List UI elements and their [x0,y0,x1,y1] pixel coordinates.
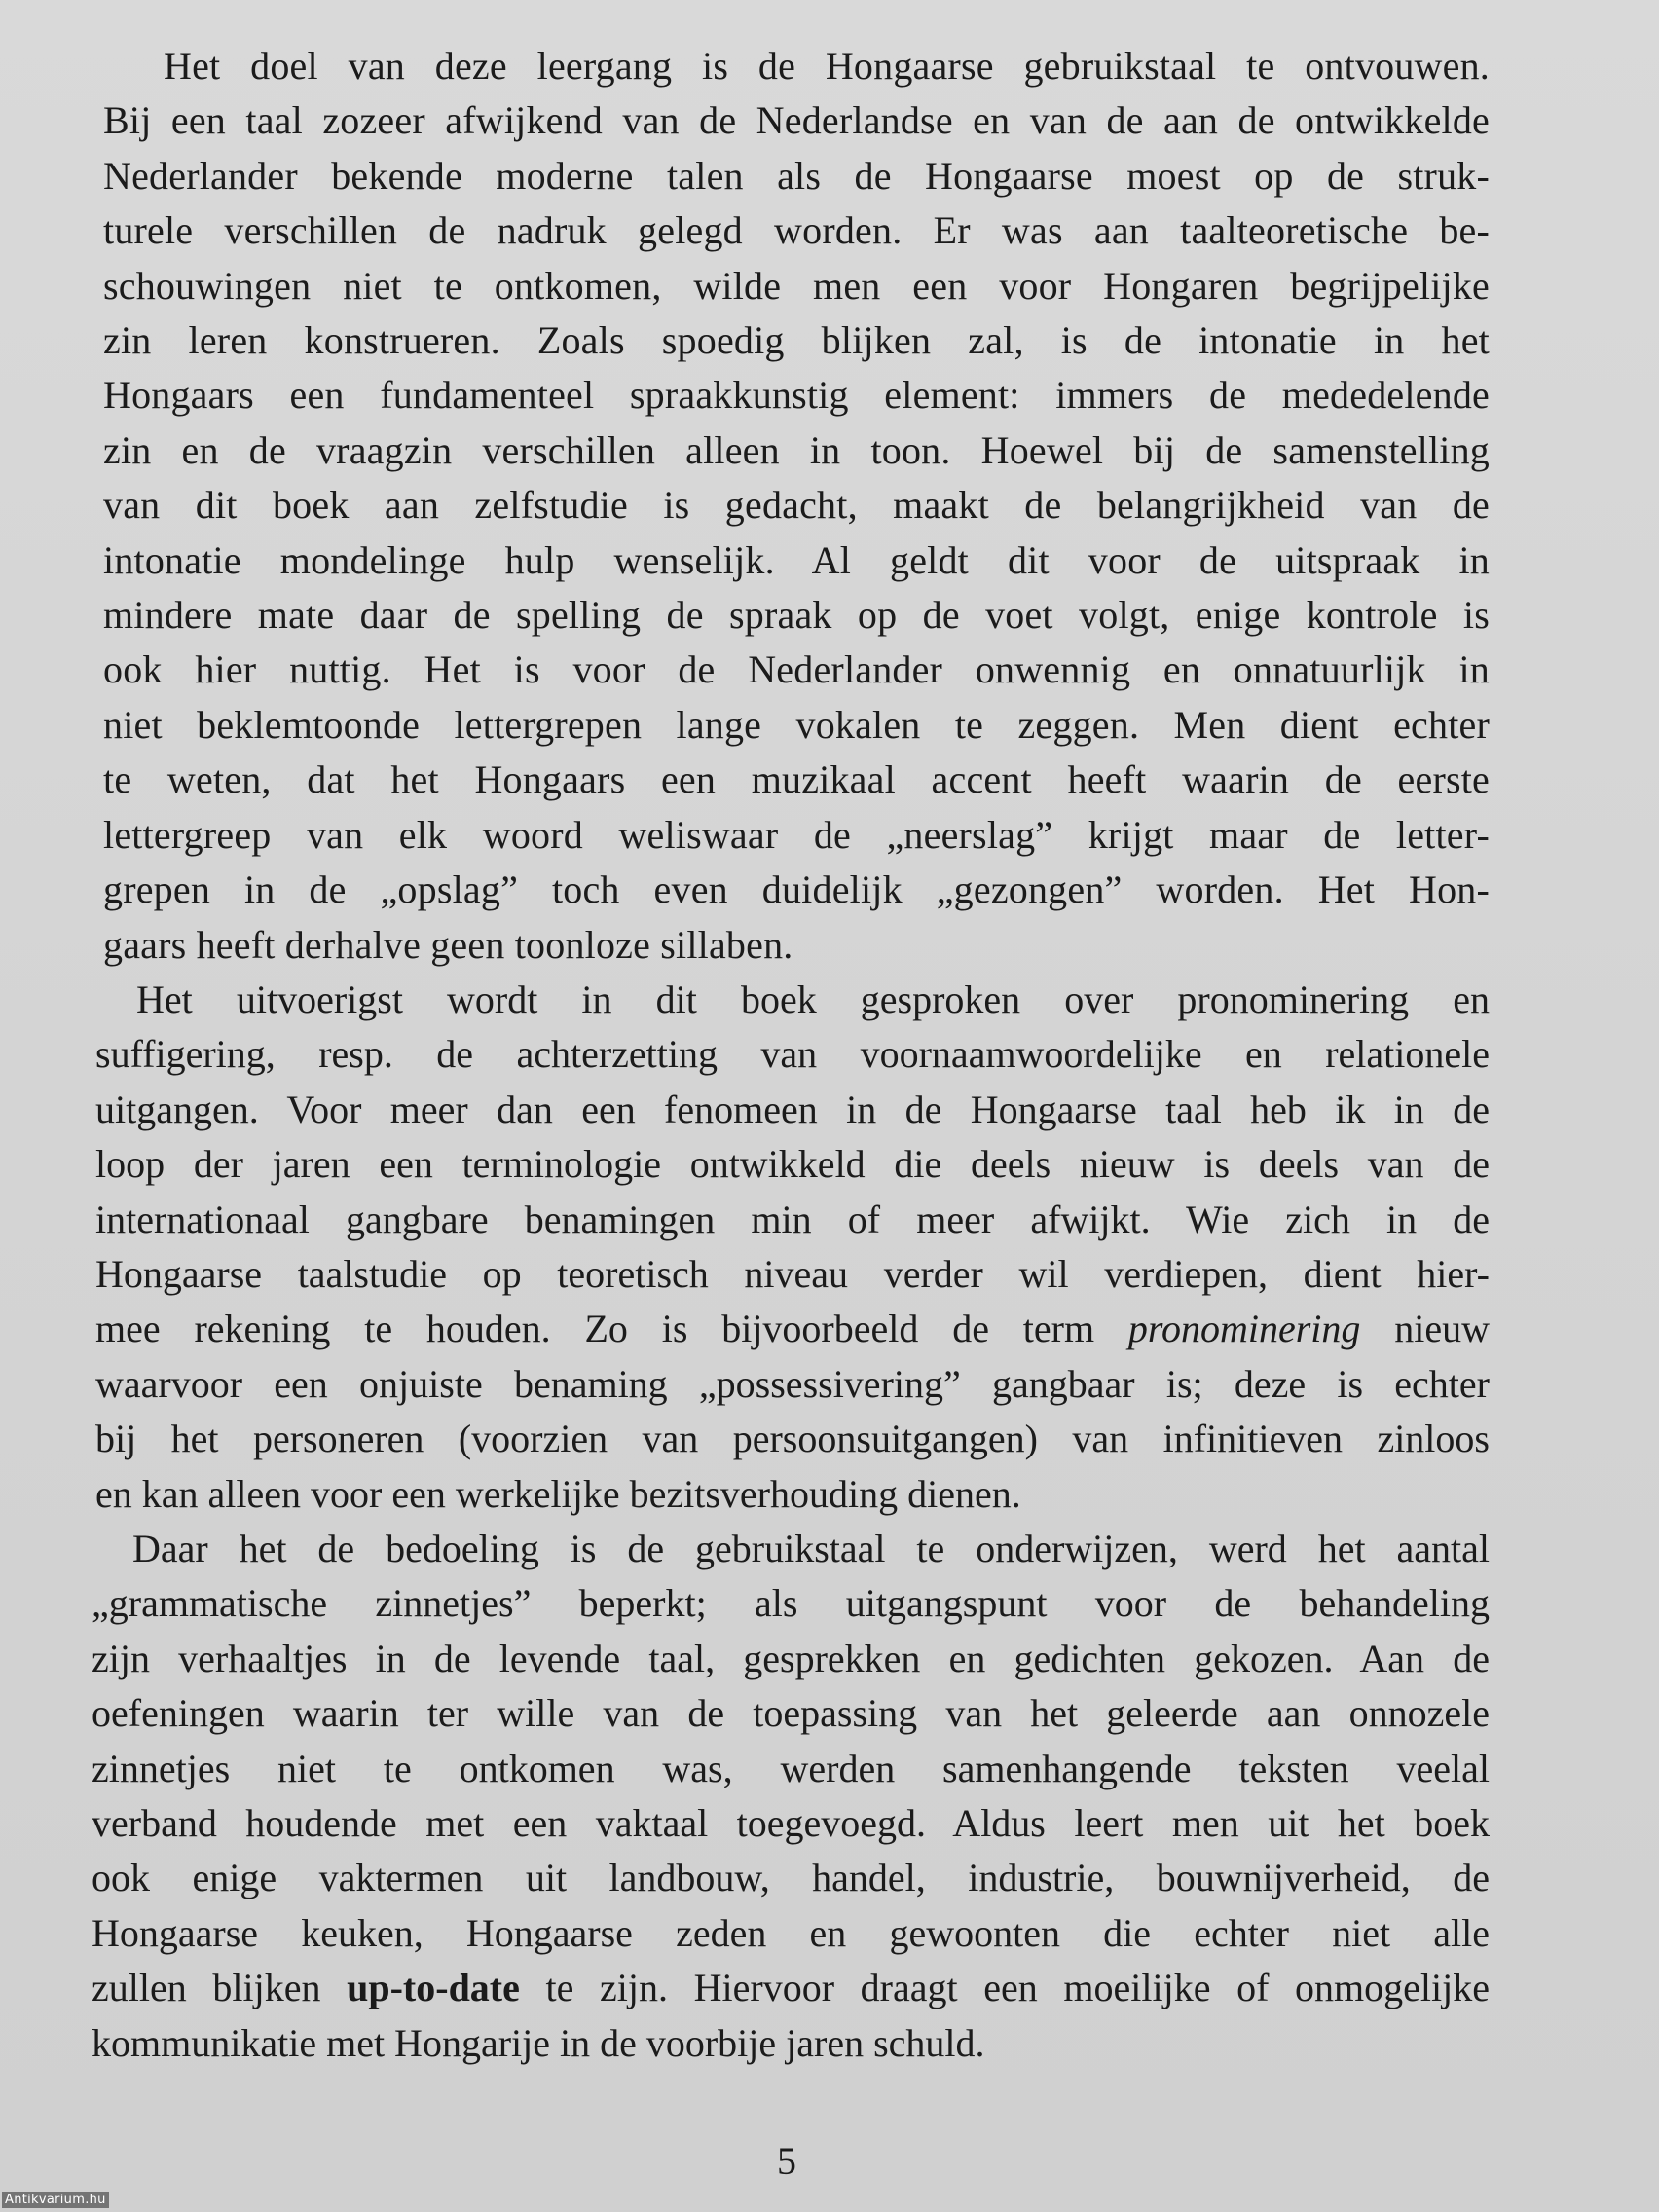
text-line: ook hier nuttig. Het is voor de Nederlander onwennig en onnatuurlijk in [103,647,1490,692]
text-line: intonatie mondelinge hulp wenselijk. Al geldt dit voor de uitspraak in [103,537,1490,582]
text-segment: te zijn. Hiervoor draagt een moeilijke of onmogelijke [545,1966,1491,2010]
text-segment: mee rekening te houden. Zo is bijvoorbeeld de term [95,1307,1095,1351]
text-line: zijn verhaaltjes in de levende taal, gesprekken en gedichten gekozen. Aan de [92,1636,1490,1680]
bold-term: up-to-date [347,1966,520,2010]
text-line: grepen in de „opslag” toch even duidelijk „gezongen” worden. Het Hon- [103,867,1490,912]
text-line: zin leren konstrueren. Zoals spoedig blijken zal, is de intonatie in het [103,318,1490,363]
paragraph-3 [92,1522,1490,2071]
watermark: Antikvarium.hu [2,2192,109,2208]
text-line: bij het personeren (voorzien van persoonsuitgangen) van infinitieven zinloos [95,1417,1490,1461]
text-line: waarvoor een onjuiste benaming „possessivering” gangbaar is; deze is echter [95,1361,1490,1406]
page-number: 5 [777,2139,796,2183]
text-line: Het doel van deze leergang is de Hongaarse gebruikstaal te ontvouwen. [164,44,1490,88]
text-line: ook enige vaktermen uit landbouw, handel, industrie, bouwnijverheid, de [92,1856,1490,1900]
italic-term: pronominering [1127,1307,1361,1351]
text-line: loop der jaren een terminologie ontwikkeld die deels nieuw is deels van de [95,1142,1490,1187]
text-line: en kan alleen voor een werkelijke bezitsverhouding dienen. [95,1471,1021,1516]
text-line: zinnetjes niet te ontkomen was, werden samenhangende teksten veelal [92,1746,1490,1790]
text-line: suffigering, resp. de achterzetting van voornaamwoordelijke en relationele [95,1032,1490,1077]
text-line: turele verschillen de nadruk gelegd worden. Er was aan taalteoretische be- [103,208,1490,253]
text-line: Bij een taal zozeer afwijkend van de Nederlandse en van de aan de ontwikkelde [103,98,1490,143]
text-line: gaars heeft derhalve geen toonloze sillaben. [103,922,793,967]
text-line: uitgangen. Voor meer dan een fenomeen in de Hongaarse taal heb ik in de [95,1087,1490,1131]
text-line-with-italic [95,1302,1490,1356]
paragraph-1 [103,39,1490,973]
text-line: zin en de vraagzin verschillen alleen in toon. Hoewel bij de samenstelling [103,427,1490,472]
text-segment: zullen blijken [92,1966,321,2010]
text-line: Hongaars een fundamenteel spraakkunstig element: immers de mededelende [103,373,1490,418]
text-line: verband houdende met een vaktaal toegevoegd. Aldus leert men uit het boek [92,1801,1490,1845]
text-line: van dit boek aan zelfstudie is gedacht, maakt de belangrijkheid van de [103,483,1490,528]
text-line: Daar het de bedoeling is de gebruikstaal te onderwijzen, werd het aantal [132,1526,1490,1570]
text-line: Het uitvoerigst wordt in dit boek gesproken over pronominering en [136,977,1490,1021]
text-line: lettergreep van elk woord weliswaar de „neerslag” krijgt maar de letter- [103,812,1490,857]
text-segment: nieuw [1394,1307,1491,1351]
text-line: Hongaarse taalstudie op teoretisch niveau verder wil verdiepen, dient hier- [95,1251,1490,1296]
text-line: schouwingen niet te ontkomen, wilde men een voor Hongaren begrijpelijke [103,263,1490,308]
text-line: mindere mate daar de spelling de spraak op de voet volgt, enige kontrole is [103,593,1490,638]
text-line: Hongaarse keuken, Hongaarse zeden en gewoonten die echter niet alle [92,1910,1490,1955]
text-line: kommunikatie met Hongarije in de voorbije jaren schuld. [92,2020,985,2065]
text-line: „grammatische zinnetjes” beperkt; als uitgangspunt voor de behandeling [92,1581,1490,1626]
text-line: Nederlander bekende moderne talen als de Hongaarse moest op de struk- [103,153,1490,198]
text-line: oefeningen waarin ter wille van de toepassing van het geleerde aan onnozele [92,1691,1490,1736]
body-text [93,39,1490,2071]
text-line: niet beklemtoonde lettergrepen lange vokalen te zeggen. Men dient echter [103,702,1490,747]
paragraph-2 [95,973,1490,1522]
text-line: te weten, dat het Hongaars een muzikaal accent heeft waarin de eerste [103,757,1490,802]
text-line: internationaal gangbare benamingen min of meer afwijkt. Wie zich in de [95,1197,1490,1241]
text-line-with-bold [92,1961,1490,2015]
